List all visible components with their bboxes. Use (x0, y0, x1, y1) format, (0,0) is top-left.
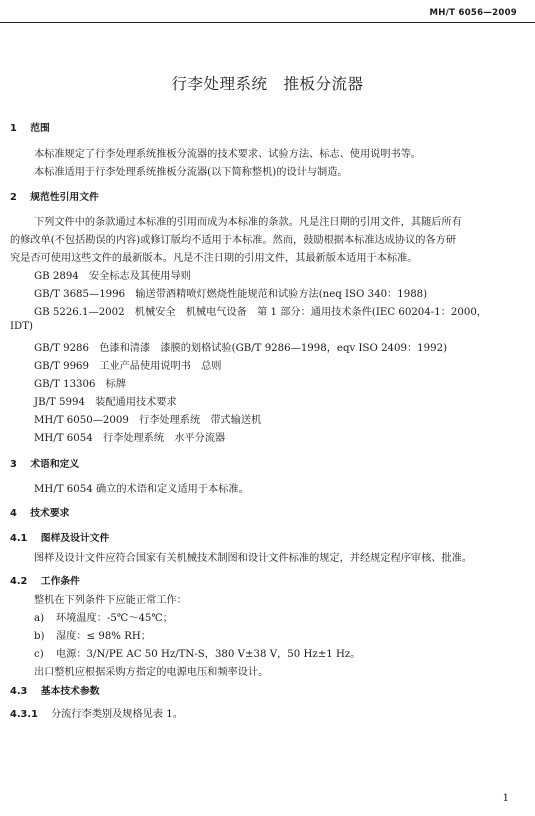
reference-item: GB/T 9969 工业产品使用说明书 总则 (34, 361, 222, 372)
paragraph-line: 究是否可使用这些文件的最新版本。凡是不注日期的引用文件，其最新版本适用于本标准。 (10, 253, 418, 264)
paragraph-line: 整机在下列条件下应能正常工作： (34, 595, 187, 606)
section-title: 技术要求 (30, 508, 70, 519)
section-number: 4 (10, 508, 17, 519)
header-rule (0, 22, 535, 23)
section-4-1-heading (10, 530, 109, 544)
page-title: 行李处理系统 推板分流器 (171, 75, 364, 93)
list-text: 环境温度：-5℃～45℃； (56, 613, 173, 624)
section-number: 3 (10, 459, 17, 470)
section-title: 基本技术参数 (40, 686, 100, 697)
section-number: 1 (10, 123, 17, 134)
section-3-heading (10, 456, 79, 470)
section-1-heading (10, 120, 50, 134)
paragraph-line: 图样及设计文件应符合国家有关机械技术制图和设计文件标准的规定，并经规定程序审核、批准。 (34, 553, 473, 564)
paragraph-line: 的修改单(不包括勘误的内容)或修订版均不适用于本标准。然而，鼓励根据本标准达成协议的各方研 (10, 235, 457, 246)
reference-item-continued: IDT) (10, 321, 33, 332)
section-title: 范围 (30, 123, 50, 134)
section-4-heading (10, 505, 69, 519)
reference-item: MH/T 6054 行李处理系统 水平分流器 (34, 433, 226, 444)
section-4-3-heading (10, 683, 100, 697)
paragraph-line: 下列文件中的条款通过本标准的引用而成为本标准的条款。凡是注日期的引用文件，其随后所有 (34, 217, 462, 228)
clause-text: 分流行李类别及规格见表 1。 (51, 709, 183, 720)
list-text: 电源：3/N/PE AC 50 Hz/TN-S，380 V±38 V，50 Hz±1 Hz。 (56, 649, 361, 660)
paragraph-line: 本标准规定了行李处理系统推板分流器的技术要求、试验方法、标志、使用说明书等。 (34, 149, 422, 160)
section-number: 4.2 (10, 576, 28, 587)
section-number: 4.3.1 (10, 709, 38, 720)
reference-item: MH/T 6050—2009 行李处理系统 带式输送机 (34, 415, 262, 426)
page-number: 1 (502, 793, 509, 804)
list-text: 湿度：≤ 98% RH； (56, 631, 151, 642)
paragraph-line: 出口整机应根据采购方指定的电源电压和频率设计。 (34, 667, 269, 678)
paragraph-line: MH/T 6054 确立的术语和定义适用于本标准。 (34, 484, 249, 495)
clause-4-3-1 (10, 702, 183, 721)
list-marker: a) (34, 613, 45, 624)
reference-item: GB 2894 安全标志及其使用导则 (34, 271, 191, 282)
section-number: 4.1 (10, 533, 28, 544)
document-code: MH/T 6056—2009 (429, 8, 517, 18)
reference-item: GB/T 3685—1996 输送带酒精喷灯燃烧性能规范和试验方法(neq ISO 340：1988) (34, 289, 428, 300)
reference-item: GB/T 13306 标牌 (34, 379, 127, 390)
reference-item: GB/T 9286 色漆和清漆 漆膜的划格试验(GB/T 9286—1998，eqv ISO 2409：1992) (34, 343, 448, 354)
section-title: 图样及设计文件 (40, 533, 110, 544)
list-item (34, 609, 173, 624)
list-marker: b) (34, 631, 45, 642)
section-title: 规范性引用文件 (30, 192, 99, 203)
reference-item: JB/T 5994 装配通用技术要求 (34, 397, 177, 408)
list-item (34, 627, 151, 642)
reference-item: GB 5226.1—2002 机械安全 机械电气设备 第 1 部分：通用技术条件(IEC 60204-1：2000， (34, 307, 487, 318)
section-number: 2 (10, 192, 17, 203)
section-number: 4.3 (10, 686, 28, 697)
section-2-heading (10, 189, 99, 203)
section-4-2-heading (10, 573, 80, 587)
section-title: 术语和定义 (30, 459, 80, 470)
list-marker: c) (34, 649, 44, 660)
paragraph-line: 本标准适用于行李处理系统推板分流器(以下简称整机)的设计与制造。 (34, 167, 348, 178)
list-item (34, 645, 360, 660)
section-title: 工作条件 (40, 576, 80, 587)
